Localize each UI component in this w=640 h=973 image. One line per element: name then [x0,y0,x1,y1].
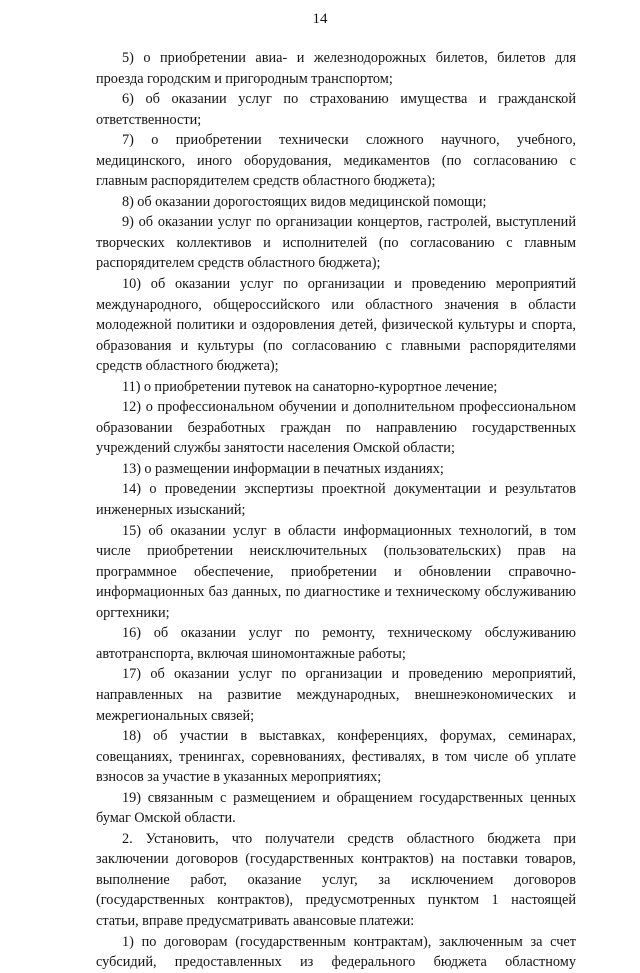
list-item: 9) об оказании услуг по организации концертов, гастролей, выступлений творческих коллективов и исполнителей (по согласованию с главным распорядителем средств областного бюджета); [96,214,576,272]
list-item: 5) о приобретении авиа- и железнодорожных билетов, билетов для проезда городским и пригородным транспортом; [96,50,576,87]
list-item: 17) об оказании услуг по организации и проведению мероприятий, направленных на развитие международных, внешнеэкономических и межрегиональных связей; [96,666,576,724]
list-item: 11) о приобретении путевок на санаторно-курортное лечение; [122,378,498,395]
list-item: 19) связанным с размещением и обращением государственных ценных бумаг Омской области. [96,789,576,827]
list-item: 14) о проведении экспертизы проектной документации и результатов инженерных изысканий; [96,481,576,519]
page-number: 14 [312,11,328,27]
list-item: 16) об оказании услуг по ремонту, техническому обслуживанию автотранспорта, включая шиномонтажные работы; [96,625,576,662]
document-body [96,48,576,973]
list-item: 6) об оказании услуг по страхованию имущества и гражданской ответственности; [96,91,576,128]
list-item: 12) о профессиональном обучении и дополнительном профессиональном образовании безработных граждан по направлению государственных учреждений службы занятости населения Омской области; [96,399,576,457]
list-item: 1) по договорам (государственным контрактам), заключенным за счет субсидий, предоставленных из федерального бюджета областному [96,933,576,971]
list-item: 7) о приобретении технически сложного научного, учебного, медицинского, иного оборудования, медикаментов (по согласованию с главным распорядителем средств областного бюджета); [96,132,576,190]
section-paragraph: 2. Установить, что получатели средств областного бюджета при заключении договоров (государственных контрактов) на поставки товаров, выполнение работ, оказание услуг, за исключением договоров (государственных контрактов), предусмотренных пунктом 1 настоящей статьи, вправе предусматривать авансовые платежи: [96,830,576,929]
list-item: 15) об оказании услуг в области информационных технологий, в том числе приобретении неисключительных (пользовательских) прав на программное обеспечение, приобретении и обновлении справочно-информационных баз данных, по диагностике и техническому обслуживанию оргтехники; [96,522,576,621]
list-item: 10) об оказании услуг по организации и проведению мероприятий международного, общероссийского или областного значения в области молодежной политики и оздоровления детей, физической культуры и спорта, образования и культуры (по согласованию с главными распорядителями средств областного бюджета); [96,276,576,375]
list-item: 8) об оказании дорогостоящих видов медицинской помощи; [122,193,487,210]
list-item: 18) об участии в выставках, конференциях, форумах, семинарах, совещаниях, тренингах, соревнованиях, фестивалях, в том числе об уплате взносов за участие в указанных мероприятиях; [96,728,576,786]
list-item: 13) о размещении информации в печатных изданиях; [122,460,444,477]
